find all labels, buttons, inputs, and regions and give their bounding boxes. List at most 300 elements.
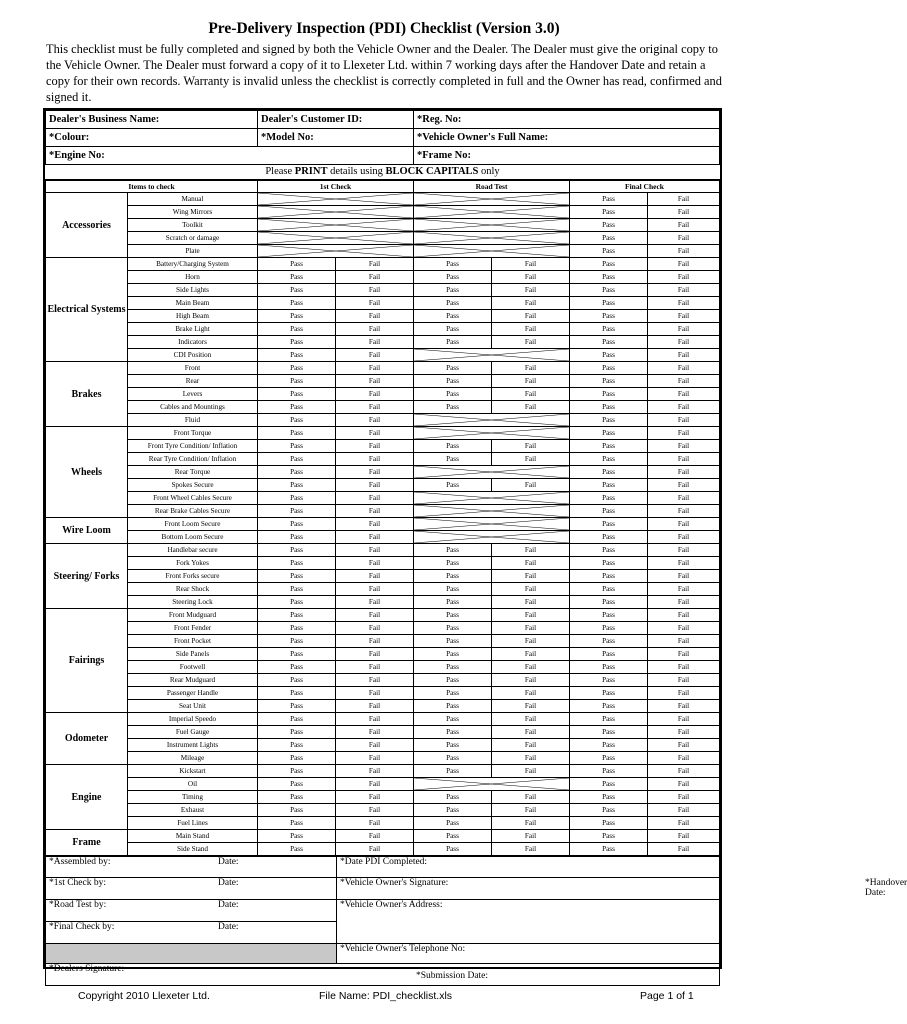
first-check-pass[interactable]: Pass [258,258,336,271]
road-test-pass[interactable]: Pass [414,284,492,297]
table-row [46,830,720,843]
final-check-pass[interactable]: Pass [570,245,648,258]
owner-telephone-field[interactable]: *Vehicle Owner's Telephone No: [337,944,720,964]
road-test-pass[interactable]: Pass [414,765,492,778]
reg-no-field[interactable]: *Reg. No: [414,111,720,129]
road-test-pass[interactable]: Pass [414,843,492,856]
first-check-fail[interactable]: Fail [336,804,414,817]
final-check-fail[interactable]: Fail [648,375,720,388]
first-check-fail[interactable]: Fail [336,505,414,518]
first-check-fail[interactable]: Fail [336,414,414,427]
first-check-pass[interactable]: Pass [258,388,336,401]
final-check-pass[interactable]: Pass [570,570,648,583]
road-test-fail[interactable]: Fail [492,271,570,284]
first-check-fail[interactable]: Fail [336,609,414,622]
table-row [46,349,720,362]
final-check-pass[interactable]: Pass [570,778,648,791]
final-check-fail[interactable]: Fail [648,401,720,414]
final-check-fail[interactable]: Fail [648,297,720,310]
final-check-pass[interactable]: Pass [570,518,648,531]
dealers-signature-field[interactable]: *Dealers Signature: *Submission Date: [46,964,720,986]
first-check-fail[interactable]: Fail [336,596,414,609]
first-check-pass[interactable]: Pass [258,609,336,622]
road-test-pass[interactable]: Pass [414,557,492,570]
final-check-pass[interactable]: Pass [570,752,648,765]
road-test-pass[interactable]: Pass [414,726,492,739]
final-check-fail[interactable]: Fail [648,674,720,687]
first-check-fail[interactable]: Fail [336,518,414,531]
final-check-pass[interactable]: Pass [570,609,648,622]
road-test-fail[interactable]: Fail [492,284,570,297]
table-row [46,323,720,336]
first-check-fail[interactable]: Fail [336,570,414,583]
final-check-fail[interactable]: Fail [648,518,720,531]
first-check-by-field[interactable]: *1st Check by: Date: [46,878,337,900]
road-test-fail[interactable]: Fail [492,440,570,453]
first-check-fail[interactable]: Fail [336,635,414,648]
item-label: Footwell [128,661,258,674]
first-check-fail[interactable]: Fail [336,583,414,596]
road-test-fail[interactable]: Fail [492,323,570,336]
final-check-pass[interactable]: Pass [570,297,648,310]
owner-address-field[interactable]: *Vehicle Owner's Address: [337,900,720,944]
first-check-fail[interactable]: Fail [336,765,414,778]
road-test-fail[interactable]: Fail [492,687,570,700]
first-check-fail[interactable]: Fail [336,492,414,505]
final-check-fail[interactable]: Fail [648,778,720,791]
road-test-pass[interactable]: Pass [414,401,492,414]
final-check-fail[interactable]: Fail [648,817,720,830]
first-check-fail[interactable]: Fail [336,648,414,661]
final-check-pass[interactable]: Pass [570,622,648,635]
first-check-fail[interactable]: Fail [336,427,414,440]
final-check-pass[interactable]: Pass [570,284,648,297]
road-test-fail[interactable]: Fail [492,765,570,778]
owner-full-name-field[interactable]: *Vehicle Owner's Full Name: [414,129,720,147]
first-check-pass[interactable]: Pass [258,284,336,297]
road-test-fail[interactable]: Fail [492,648,570,661]
road-test-fail[interactable]: Fail [492,310,570,323]
first-check-fail[interactable]: Fail [336,544,414,557]
road-test-fail[interactable]: Fail [492,622,570,635]
first-check-fail[interactable]: Fail [336,791,414,804]
item-label: Timing [128,791,258,804]
road-test-fail[interactable]: Fail [492,596,570,609]
final-check-pass[interactable]: Pass [570,193,648,206]
final-check-fail[interactable]: Fail [648,843,720,856]
final-check-pass[interactable]: Pass [570,817,648,830]
first-check-fail[interactable]: Fail [336,284,414,297]
final-check-fail[interactable]: Fail [648,219,720,232]
road-test-pass[interactable]: Pass [414,817,492,830]
final-check-pass[interactable]: Pass [570,453,648,466]
final-check-fail[interactable]: Fail [648,700,720,713]
first-check-fail[interactable]: Fail [336,362,414,375]
first-check-fail[interactable]: Fail [336,531,414,544]
final-check-fail[interactable]: Fail [648,362,720,375]
final-check-fail[interactable]: Fail [648,570,720,583]
final-check-pass[interactable]: Pass [570,700,648,713]
first-check-fail[interactable]: Fail [336,258,414,271]
final-check-pass[interactable]: Pass [570,544,648,557]
road-test-fail[interactable]: Fail [492,804,570,817]
final-check-fail[interactable]: Fail [648,388,720,401]
final-check-pass[interactable]: Pass [570,349,648,362]
road-test-fail[interactable]: Fail [492,713,570,726]
owner-signature-field[interactable]: *Vehicle Owner's Signature: *Handover Date: [337,878,720,900]
road-test-pass[interactable]: Pass [414,674,492,687]
final-check-pass[interactable]: Pass [570,388,648,401]
final-check-fail[interactable]: Fail [648,635,720,648]
first-check-fail[interactable]: Fail [336,388,414,401]
final-check-pass[interactable]: Pass [570,648,648,661]
table-row [46,453,720,466]
final-check-pass[interactable]: Pass [570,583,648,596]
final-check-pass[interactable]: Pass [570,661,648,674]
first-check-pass[interactable]: Pass [258,375,336,388]
final-check-pass[interactable]: Pass [570,323,648,336]
road-test-pass[interactable]: Pass [414,440,492,453]
final-check-pass[interactable]: Pass [570,466,648,479]
first-check-fail[interactable]: Fail [336,674,414,687]
signoff-table [45,856,907,986]
first-check-fail[interactable]: Fail [336,375,414,388]
road-test-pass[interactable]: Pass [414,622,492,635]
final-check-pass[interactable]: Pass [570,427,648,440]
final-check-pass[interactable]: Pass [570,492,648,505]
final-check-by-field[interactable]: *Final Check by: Date: [46,922,337,944]
engine-no-field[interactable]: *Engine No: [46,147,414,165]
road-test-pass[interactable]: Pass [414,609,492,622]
road-test-pass[interactable]: Pass [414,583,492,596]
road-test-pass[interactable]: Pass [414,258,492,271]
final-check-pass[interactable]: Pass [570,713,648,726]
first-check-fail[interactable]: Fail [336,622,414,635]
first-check-pass[interactable]: Pass [258,401,336,414]
frame-no-field[interactable]: *Frame No: [414,147,720,165]
first-check-fail[interactable]: Fail [336,817,414,830]
final-check-fail[interactable]: Fail [648,583,720,596]
first-check-fail[interactable]: Fail [336,310,414,323]
final-check-fail[interactable]: Fail [648,739,720,752]
road-test-pass[interactable]: Pass [414,271,492,284]
final-check-pass[interactable]: Pass [570,531,648,544]
assembled-by-field[interactable]: *Assembled by: Date: [46,857,337,878]
final-check-fail[interactable]: Fail [648,726,720,739]
item-label: Brake Light [128,323,258,336]
table-row [46,544,720,557]
first-check-pass[interactable]: Pass [258,791,336,804]
road-test-fail[interactable]: Fail [492,544,570,557]
final-check-pass[interactable]: Pass [570,440,648,453]
road-test-fail[interactable]: Fail [492,817,570,830]
road-test-pass[interactable]: Pass [414,635,492,648]
final-check-pass[interactable]: Pass [570,258,648,271]
final-check-fail[interactable]: Fail [648,427,720,440]
first-check-fail[interactable]: Fail [336,830,414,843]
road-test-pass[interactable]: Pass [414,804,492,817]
first-check-pass[interactable]: Pass [258,310,336,323]
first-check-pass[interactable]: Pass [258,843,336,856]
first-check-pass[interactable]: Pass [258,674,336,687]
final-check-pass[interactable]: Pass [570,557,648,570]
road-test-fail[interactable]: Fail [492,674,570,687]
road-test-pass[interactable]: Pass [414,661,492,674]
first-check-pass[interactable]: Pass [258,635,336,648]
first-check-pass[interactable]: Pass [258,297,336,310]
first-check-fail[interactable]: Fail [336,440,414,453]
first-check-pass[interactable]: Pass [258,752,336,765]
final-check-pass[interactable]: Pass [570,674,648,687]
first-check-pass[interactable]: Pass [258,804,336,817]
road-test-fail[interactable]: Fail [492,258,570,271]
first-check-fail[interactable]: Fail [336,479,414,492]
first-check-pass[interactable]: Pass [258,414,336,427]
dealer-business-name-field[interactable]: Dealer's Business Name: [46,111,258,129]
road-test-pass[interactable]: Pass [414,648,492,661]
final-check-pass[interactable]: Pass [570,765,648,778]
final-check-fail[interactable]: Fail [648,648,720,661]
date-pdi-completed-field[interactable]: *Date PDI Completed: [337,857,720,878]
first-check-pass[interactable]: Pass [258,427,336,440]
road-test-fail[interactable]: Fail [492,635,570,648]
road-test-pass[interactable]: Pass [414,713,492,726]
final-check-pass[interactable]: Pass [570,791,648,804]
road-test-pass[interactable]: Pass [414,310,492,323]
road-test-fail[interactable]: Fail [492,843,570,856]
road-test-fail[interactable]: Fail [492,791,570,804]
first-check-pass[interactable]: Pass [258,765,336,778]
final-check-fail[interactable]: Fail [648,349,720,362]
first-check-pass[interactable]: Pass [258,336,336,349]
first-check-pass[interactable]: Pass [258,739,336,752]
table-row [46,388,720,401]
final-check-fail[interactable]: Fail [648,232,720,245]
final-check-fail[interactable]: Fail [648,531,720,544]
road-test-fail[interactable]: Fail [492,479,570,492]
item-label: Front Wheel Cables Secure [128,492,258,505]
final-check-fail[interactable]: Fail [648,466,720,479]
road-test-pass[interactable]: Pass [414,336,492,349]
road-test-pass[interactable]: Pass [414,596,492,609]
first-check-fail[interactable]: Fail [336,713,414,726]
final-check-fail[interactable]: Fail [648,323,720,336]
final-check-pass[interactable]: Pass [570,804,648,817]
road-test-pass[interactable]: Pass [414,323,492,336]
road-test-fail[interactable]: Fail [492,726,570,739]
first-check-fail[interactable]: Fail [336,778,414,791]
road-test-by-field[interactable]: *Road Test by: Date: [46,900,337,922]
final-check-fail[interactable]: Fail [648,609,720,622]
final-check-fail[interactable]: Fail [648,791,720,804]
first-check-pass[interactable]: Pass [258,323,336,336]
final-check-fail[interactable]: Fail [648,661,720,674]
road-test-fail[interactable]: Fail [492,453,570,466]
item-label: Rear Shock [128,583,258,596]
final-check-pass[interactable]: Pass [570,739,648,752]
final-check-fail[interactable]: Fail [648,193,720,206]
road-test-fail[interactable]: Fail [492,401,570,414]
first-check-fail[interactable]: Fail [336,349,414,362]
final-check-fail[interactable]: Fail [648,440,720,453]
road-test-pass[interactable]: Pass [414,830,492,843]
first-check-pass[interactable]: Pass [258,622,336,635]
first-check-pass[interactable]: Pass [258,713,336,726]
final-check-fail[interactable]: Fail [648,596,720,609]
first-check-pass[interactable]: Pass [258,830,336,843]
final-check-pass[interactable]: Pass [570,414,648,427]
road-test-fail[interactable]: Fail [492,362,570,375]
first-check-fail[interactable]: Fail [336,323,414,336]
road-test-fail[interactable]: Fail [492,557,570,570]
final-check-fail[interactable]: Fail [648,830,720,843]
first-check-pass[interactable]: Pass [258,726,336,739]
final-check-pass[interactable]: Pass [570,479,648,492]
road-test-pass[interactable]: Pass [414,700,492,713]
final-check-pass[interactable]: Pass [570,375,648,388]
road-test-pass[interactable]: Pass [414,544,492,557]
first-check-pass[interactable]: Pass [258,440,336,453]
model-no-field[interactable]: *Model No: [258,129,414,147]
final-check-fail[interactable]: Fail [648,414,720,427]
final-check-fail[interactable]: Fail [648,622,720,635]
road-test-fail[interactable]: Fail [492,375,570,388]
road-test-pass[interactable]: Pass [414,739,492,752]
road-test-pass[interactable]: Pass [414,791,492,804]
first-check-pass[interactable]: Pass [258,362,336,375]
first-check-fail[interactable]: Fail [336,453,414,466]
first-check-fail[interactable]: Fail [336,271,414,284]
first-check-fail[interactable]: Fail [336,843,414,856]
final-check-fail[interactable]: Fail [648,557,720,570]
final-check-fail[interactable]: Fail [648,752,720,765]
final-check-fail[interactable]: Fail [648,505,720,518]
final-check-pass[interactable]: Pass [570,401,648,414]
first-check-pass[interactable]: Pass [258,505,336,518]
final-check-pass[interactable]: Pass [570,310,648,323]
first-check-pass[interactable]: Pass [258,596,336,609]
final-check-pass[interactable]: Pass [570,336,648,349]
first-check-pass[interactable]: Pass [258,271,336,284]
final-check-fail[interactable]: Fail [648,804,720,817]
final-check-pass[interactable]: Pass [570,726,648,739]
final-check-fail[interactable]: Fail [648,492,720,505]
road-test-pass[interactable]: Pass [414,570,492,583]
colour-field[interactable]: *Colour: [46,129,258,147]
first-check-fail[interactable]: Fail [336,466,414,479]
final-check-fail[interactable]: Fail [648,206,720,219]
final-check-fail[interactable]: Fail [648,687,720,700]
first-check-fail[interactable]: Fail [336,557,414,570]
first-check-fail[interactable]: Fail [336,401,414,414]
final-check-pass[interactable]: Pass [570,206,648,219]
road-test-pass[interactable]: Pass [414,752,492,765]
road-test-fail[interactable]: Fail [492,739,570,752]
final-check-pass[interactable]: Pass [570,232,648,245]
road-test-pass[interactable]: Pass [414,479,492,492]
road-test-fail[interactable]: Fail [492,752,570,765]
first-check-pass[interactable]: Pass [258,492,336,505]
road-test-fail[interactable]: Fail [492,336,570,349]
final-check-pass[interactable]: Pass [570,635,648,648]
final-check-pass[interactable]: Pass [570,843,648,856]
first-check-pass[interactable]: Pass [258,700,336,713]
road-test-fail[interactable]: Fail [492,570,570,583]
road-test-pass[interactable]: Pass [414,687,492,700]
road-test-fail[interactable]: Fail [492,583,570,596]
first-check-pass[interactable]: Pass [258,687,336,700]
first-check-pass[interactable]: Pass [258,570,336,583]
road-test-fail[interactable]: Fail [492,830,570,843]
road-test-pass[interactable]: Pass [414,362,492,375]
final-check-pass[interactable]: Pass [570,687,648,700]
final-check-fail[interactable]: Fail [648,336,720,349]
final-check-fail[interactable]: Fail [648,310,720,323]
road-test-pass[interactable]: Pass [414,388,492,401]
first-check-pass[interactable]: Pass [258,466,336,479]
first-check-pass[interactable]: Pass [258,531,336,544]
table-row [46,596,720,609]
first-check-pass[interactable]: Pass [258,544,336,557]
first-check-pass[interactable]: Pass [258,557,336,570]
final-check-fail[interactable]: Fail [648,544,720,557]
final-check-pass[interactable]: Pass [570,362,648,375]
final-check-fail[interactable]: Fail [648,453,720,466]
first-check-pass[interactable]: Pass [258,349,336,362]
first-check-pass[interactable]: Pass [258,778,336,791]
final-check-fail[interactable]: Fail [648,713,720,726]
dealer-customer-id-field[interactable]: Dealer's Customer ID: [258,111,414,129]
first-check-fail[interactable]: Fail [336,752,414,765]
first-check-pass[interactable]: Pass [258,661,336,674]
road-test-pass[interactable]: Pass [414,375,492,388]
road-test-fail[interactable]: Fail [492,700,570,713]
first-check-fail[interactable]: Fail [336,297,414,310]
first-check-pass[interactable]: Pass [258,453,336,466]
final-check-fail[interactable]: Fail [648,258,720,271]
final-check-pass[interactable]: Pass [570,830,648,843]
first-check-pass[interactable]: Pass [258,817,336,830]
road-test-pass[interactable]: Pass [414,297,492,310]
road-test-fail[interactable]: Fail [492,297,570,310]
first-check-fail[interactable]: Fail [336,661,414,674]
road-test-pass[interactable]: Pass [414,453,492,466]
road-test-fail[interactable]: Fail [492,661,570,674]
first-check-pass[interactable]: Pass [258,518,336,531]
final-check-pass[interactable]: Pass [570,271,648,284]
final-check-fail[interactable]: Fail [648,479,720,492]
first-check-fail[interactable]: Fail [336,336,414,349]
final-check-fail[interactable]: Fail [648,271,720,284]
road-test-fail[interactable]: Fail [492,609,570,622]
first-check-fail[interactable]: Fail [336,739,414,752]
road-test-na-cross [414,505,570,518]
final-check-pass[interactable]: Pass [570,219,648,232]
first-check-fail[interactable]: Fail [336,700,414,713]
final-check-fail[interactable]: Fail [648,765,720,778]
final-check-pass[interactable]: Pass [570,505,648,518]
first-check-fail[interactable]: Fail [336,726,414,739]
final-check-fail[interactable]: Fail [648,245,720,258]
first-check-fail[interactable]: Fail [336,687,414,700]
first-check-pass[interactable]: Pass [258,648,336,661]
final-check-pass[interactable]: Pass [570,596,648,609]
page-number-text: Page 1 of 1 [640,990,694,1002]
final-check-fail[interactable]: Fail [648,284,720,297]
road-test-fail[interactable]: Fail [492,388,570,401]
first-check-pass[interactable]: Pass [258,479,336,492]
first-check-pass[interactable]: Pass [258,583,336,596]
